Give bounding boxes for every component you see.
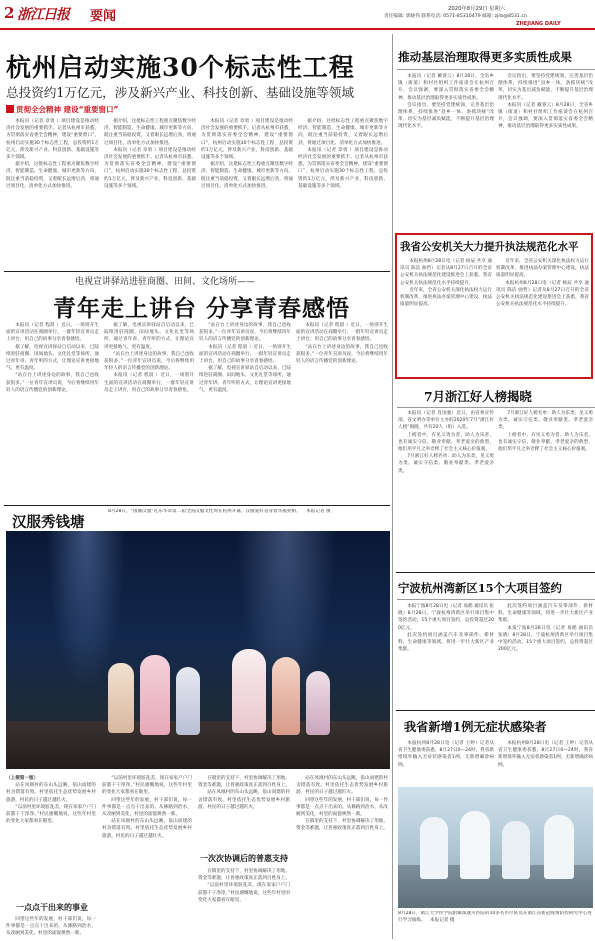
medical-photo-caption-text: 8月28日，浙江大学医学院附属邵逸夫医院的10多名医疗队员在浙江省新冠疫情防控研究中心进行学习演练。 xyxy=(398,911,592,923)
medic-figure xyxy=(420,817,448,879)
continued-col2 xyxy=(102,775,192,937)
governance-paragraph: 会议指出，要坚持党建统领，完善基层治理体系，持续推进“县乡一体、条抓块统”改革，切实为基层减负赋能，不断提升基层治理现代化水平。 xyxy=(498,74,593,101)
medic-figure xyxy=(544,815,574,879)
continued-col3 xyxy=(198,775,290,849)
good-people-headline: 7月浙江好人榜揭晓 xyxy=(424,389,532,404)
masthead-rule xyxy=(0,28,595,30)
good-people-paragraph: 7月浙江好人榜名单：助人为乐类、见义勇为类、诚实守信类、敬业奉献类、孝老爱亲类。 xyxy=(398,454,494,474)
covid-paragraph: 本报杭州8月28日电（记者 王婷）记者从省卫生健康委获悉，8月27日0—24时，我省新增境外输入无症状感染者1例，无新增确诊病例。 xyxy=(498,741,593,768)
lead-subheadline: 总投资约1万亿元，涉及新兴产业、科技创新、基础设施等领域 xyxy=(6,85,355,100)
continued-paragraph: “以前村里环境脏乱差，现在家家户户门前都干干净净。”村民感慨地说，这些年村里的变化大家都看在眼里。 xyxy=(102,776,192,796)
lecture-col2 xyxy=(104,322,194,494)
lecture-kicker: 电视宣讲驿站进驻商圈、田间、文化场所—— xyxy=(75,277,256,287)
performer-figure xyxy=(272,657,300,735)
lecture-paragraph: “站在台上讲述身边的故事，我自己也收获很多。”一位青年宣讲员说，今后将继续用年轻人的语言传播党的创新理论。 xyxy=(104,351,194,372)
lead-paragraph: 据介绍，这批标志性工程重点聚焦数字经济、智能制造、生命健康、城市更新等方向，既注重当前稳投资，又着眼长远增后劲，将通过项目化、清单化方式加快推进。 xyxy=(6,162,99,189)
performer-figure xyxy=(108,663,134,733)
continued-paragraph: 在镇里的支持下，村里协调解决了用地、资金等难题，让普惠政策真正落到百姓身上。 xyxy=(198,869,290,882)
police-col1 xyxy=(400,258,492,374)
continued-marker: （上接第一版） xyxy=(6,776,39,781)
ningbo-col2 xyxy=(498,603,593,707)
lecture-col4 xyxy=(296,322,388,494)
medical-photo-credit: 本报记者 摄 xyxy=(430,917,455,923)
hanfu-photo-credit: 本报记者 摄 xyxy=(306,509,331,514)
medical-team-photo xyxy=(398,787,593,908)
performer-figure xyxy=(232,649,266,733)
column-divider xyxy=(392,34,393,939)
police-paragraph: 本报杭州8月28日电（记者 杨辰 共享 通讯员 陈洁 曲哲）记者从8月27日召开的全省公安机关执法规范化建设推进会上获悉，我省公安机关执法规范化水平持续提升。 xyxy=(496,280,589,308)
police-col2 xyxy=(496,258,589,374)
lead-paragraph: 据介绍，这批标志性工程重点聚焦数字经济、智能制造、生命健康、城市更新等方向，既注重当前稳投资，又着眼长远增后劲，将通过项目化、清单化方式加快推进。 xyxy=(201,162,293,189)
continued-paragraph: 在镇里的支持下，村里协调解决了用地、资金等难题，让普惠政策真正落到百姓身上。 xyxy=(198,776,290,789)
headline-rule xyxy=(397,69,595,70)
continued-col3-tail xyxy=(198,868,290,938)
subheading-b: 一次次协调后的普惠支持 xyxy=(200,854,288,863)
performer-figure xyxy=(306,671,330,735)
page-number: 2 xyxy=(4,4,15,22)
continued-paragraph: “以前村里环境脏乱差，现在家家户户门前都干干净净。”村民感慨地说，这些年村里的变化大家都看在眼里。 xyxy=(198,883,290,903)
lecture-paragraph: 本报讯（记者 程晨 ）近日，一场别开生面的宣讲活动在商圈举行，一群年轻宣讲员走上讲台，用自己的故事分享青春感悟。 xyxy=(296,323,388,343)
headline-rule xyxy=(397,599,595,600)
medic-figure xyxy=(460,811,490,879)
continued-paragraph: “以前村里环境脏乱差，现在家家户户门前都干干净净。”村民感慨地说，这些年村里的变化大家都看在眼里。 xyxy=(6,804,96,825)
lecture-paragraph: 据了解，电视宣讲驿站自启动以来，已陆续进驻商圈、田间地头、文化礼堂等场所，通过青年讲、青年听的方式，让理论宣讲更接地气、更有温度。 xyxy=(104,323,194,350)
lecture-paragraph: 本报讯（记者 程晨 ）近日，一场别开生面的宣讲活动在商圈举行，一群年轻宣讲员走上讲台，用自己的故事分享青春感悟。 xyxy=(104,373,194,393)
continued-col4 xyxy=(296,775,388,937)
lecture-headline: 青年走上讲台 分享青春感悟 xyxy=(53,295,351,322)
performer-figure xyxy=(176,667,200,735)
lead-paragraph: 据介绍，这批标志性工程重点聚焦数字经济、智能制造、生命健康、城市更新等方向，既注重当前稳投资，又着眼长远增后劲，将通过项目化、清单化方式加快推进。 xyxy=(104,119,196,146)
lecture-paragraph: “站在台上讲述身边的故事，我自己也收获很多。”一位青年宣讲员说，今后将继续用年轻人的语言传播党的创新理论。 xyxy=(296,344,388,365)
good-people-paragraph: 上榜者中，有见义勇为者、助人为乐者，也有诚实守信、敬业奉献、孝老爱亲的典型，他们用平凡之举诠释了社会主义核心价值观。 xyxy=(398,432,494,453)
continued-paragraph: 站在凤凰村的东山头远眺，依山而建的村舍错落有致。村里依托生态优势发展乡村旅游，村民的日子越过越红火。 xyxy=(102,819,192,839)
continued-paragraph: 回望这些年的发展，村干部们说，每一件事都是一点点干出来的。从修路到治水，从改厕到美化，村里的面貌焕然一新。 xyxy=(6,917,96,937)
lecture-col3 xyxy=(199,322,291,494)
editor-info: 责任编辑: 郭晓伟 联系电话: 0571-85310479 邮箱: zjrb@8531.cn xyxy=(384,14,527,19)
masthead xyxy=(0,0,595,28)
good-people-paragraph: 7月浙江好人榜名单：助人为乐类、见义勇为类、诚实守信类、敬业奉献类、孝老爱亲类。 xyxy=(498,411,593,431)
continued-paragraph: 回望这些年的发展，村干部们说，每一件事都是一点点干出来的。从修路到治水，从改厕到美化，村里的面貌焕然一新。 xyxy=(102,797,192,818)
medical-photo-caption xyxy=(398,911,593,938)
headline-rule xyxy=(397,407,595,408)
lecture-col1 xyxy=(6,322,99,494)
section-divider xyxy=(4,505,390,506)
paper-english-name: ZHEJIANG DAILY xyxy=(516,21,561,27)
lead-article-col4 xyxy=(298,118,388,266)
lead-headline: 杭州启动实施30个标志性工程 xyxy=(6,53,355,82)
covid-col2 xyxy=(498,740,593,784)
section-name: 要闻 xyxy=(90,9,117,24)
lecture-paragraph: 据了解，电视宣讲驿站自启动以来，已陆续进驻商圈、田间地头、文化礼堂等场所，通过青年讲、青年听的方式，让理论宣讲更接地气、更有温度。 xyxy=(6,344,99,372)
hanfu-caption-text: 8月28日，“国潮汉服”礼乐华章第二届全国汉服文化周在杭州开幕，汉服爱好者身着华服亮相。 xyxy=(108,509,301,514)
ningbo-paragraph: 此次签约项目涵盖汽车及零部件、新材料、生命健康等领域，将进一步壮大新区产业集群。 xyxy=(398,632,494,653)
governance-col1 xyxy=(398,73,494,243)
police-paragraph: 近年来，全省公安机关深化执法权力运行机制改革，推进执法办案管理中心建设，执法质量明显提高。 xyxy=(496,259,589,279)
campaign-tag xyxy=(6,104,118,114)
police-paragraph: 本报杭州8月28日电（记者 杨辰 共享 通讯员 陈洁 曲哲）记者从8月27日召开的全省公安机关执法规范化建设推进会上获悉，我省公安机关执法规范化水平持续提升。 xyxy=(400,259,492,286)
campaign-tag-mark xyxy=(6,105,14,113)
hanfu-stage-photo xyxy=(6,531,390,769)
ningbo-paragraph: 此次签约项目涵盖汽车及零部件、新材料、生命健康等领域，将进一步壮大新区产业集群。 xyxy=(498,604,593,624)
covid-paragraph: 本报杭州8月28日电（记者 王婷）记者从省卫生健康委获悉，8月27日0—24时，我省新增境外输入无症状感染者1例，无新增确诊病例。 xyxy=(398,741,494,768)
lead-paragraph: 据介绍，这批标志性工程重点聚焦数字经济、智能制造、生命健康、城市更新等方向，既注重当前稳投资，又着眼长远增后劲，将通过项目化、清单化方式加快推进。 xyxy=(298,119,388,146)
good-people-col2 xyxy=(498,410,593,568)
good-people-col1 xyxy=(398,410,494,568)
paper-name: 浙江日报 xyxy=(17,7,69,23)
covid-headline: 我省新增1例无症状感染者 xyxy=(404,720,547,734)
lead-paragraph: 本报讯（记者 章勇 ）项目建设是推动经济社会发展的重要抓手。记者从杭州市获悉，为贯彻落实省委全会精神，建设“重要窗口”，杭州启动实施30个标志性工程，总投资约1万亿元，涉及新兴产业、科技创新、基础设施等多个领域。 xyxy=(201,119,293,161)
section-divider xyxy=(396,710,595,711)
ningbo-headline: 宁波杭州湾新区15个大项目签约 xyxy=(398,581,562,595)
lead-paragraph: 本报讯（记者 章勇 ）项目建设是推动经济社会发展的重要抓手。记者从杭州市获悉，为贯彻落实省委全会精神，建设“重要窗口”，杭州启动实施30个标志性工程，总投资约1万亿元，涉及新兴产业、科技创新、基础设施等多个领域。 xyxy=(104,147,196,189)
lecture-paragraph: 本报讯（记者 程晨 ）近日，一场别开生面的宣讲活动在商圈举行，一群年轻宣讲员走上讲台，用自己的故事分享青春感悟。 xyxy=(6,323,99,343)
lead-paragraph: 本报讯（记者 章勇 ）项目建设是推动经济社会发展的重要抓手。记者从杭州市获悉，为贯彻落实省委全会精神，建设“重要窗口”，杭州启动实施30个标志性工程，总投资约1万亿元，涉及新兴产业、科技创新、基础设施等多个领域。 xyxy=(6,119,99,161)
hanfu-caption xyxy=(108,509,388,529)
continued-paragraph: 站在凤凰村的东山头远眺，依山而建的村舍错落有致。村里依托生态优势发展乡村旅游，村民的日子越过越红火。 xyxy=(198,790,290,810)
continued-col1-tail xyxy=(6,916,96,938)
campaign-tag-text: 贯彻全会精神 建设“重要窗口” xyxy=(16,104,119,114)
lecture-paragraph: “站在台上讲述身边的故事，我自己也收获很多。”一位青年宣讲员说，今后将继续用年轻人的语言传播党的创新理论。 xyxy=(199,323,291,343)
issue-date: 2020年8月29日 星期六 xyxy=(448,6,506,12)
medic-figure xyxy=(502,821,530,879)
good-people-paragraph: 上榜者中，有见义勇为者、助人为乐者，也有诚实守信、敬业奉献、孝老爱亲的典型，他们用平凡之举诠释了社会主义核心价值观。 xyxy=(498,432,593,453)
performer-figure xyxy=(140,655,170,735)
section-divider xyxy=(396,572,595,573)
good-people-paragraph: 本报讯（记者 肖国强）近日，由省委宣传部、省文明办等单位主办的2020年7月“浙江好人榜”揭晓，共有20人（组）入选。 xyxy=(398,411,494,431)
lead-article-col3 xyxy=(201,118,293,266)
lecture-paragraph: 据了解，电视宣讲驿站自启动以来，已陆续进驻商圈、田间地头、文化礼堂等场所，通过青年讲、青年听的方式，让理论宣讲更接地气、更有温度。 xyxy=(199,366,291,393)
section-divider xyxy=(4,271,390,272)
subheading-a: 一点点干出来的事业 xyxy=(16,903,88,912)
police-headline: 我省公安机关大力提升执法规范化水平 xyxy=(400,241,579,253)
governance-paragraph: 本报讯（记者 戴睿云）8月28日，全省乡镇（街道）和村社组织工作座谈会在杭州召开，会议强调，要深入贯彻落实省委全会精神，推动基层治理取得更多实质性成果。 xyxy=(498,102,593,130)
governance-col2 xyxy=(498,73,593,243)
lead-article-col2 xyxy=(104,118,196,266)
governance-headline: 推动基层治理取得更多实质性成果 xyxy=(398,50,572,64)
continued-paragraph: 站在凤凰村的东山头远眺，依山而建的村舍错落有致。村里依托生态优势发展乡村旅游，村民的日子越过越红火。 xyxy=(296,776,388,796)
covid-col1 xyxy=(398,740,494,784)
lead-article-col1 xyxy=(6,118,99,266)
continued-paragraph: 在镇里的支持下，村里协调解决了用地、资金等难题，让普惠政策真正落到百姓身上。 xyxy=(296,819,388,832)
lecture-paragraph: “站在台上讲述身边的故事，我自己也收获很多。”一位青年宣讲员说，今后将继续用年轻人的语言传播党的创新理论。 xyxy=(6,373,99,393)
police-paragraph: 近年来，全省公安机关深化执法权力运行机制改革，推进执法办案管理中心建设，执法质量明显提高。 xyxy=(400,287,492,308)
continued-col1 xyxy=(6,775,96,895)
lecture-paragraph: 本报讯（记者 程晨 ）近日，一场别开生面的宣讲活动在商圈举行，一群年轻宣讲员走上讲台，用自己的故事分享青春感悟。 xyxy=(199,344,291,365)
continued-paragraph: 站在凤凰村的东山头远眺，依山而建的村舍错落有致。村里依托生态优势发展乡村旅游，村民的日子越过越红火。 xyxy=(6,783,96,803)
hanfu-headline: 汉服秀钱塘 xyxy=(12,514,85,531)
governance-paragraph: 本报讯（记者 戴睿云）8月28日，全省乡镇（街道）和村社组织工作座谈会在杭州召开，会议强调，要深入贯彻落实省委全会精神，推动基层治理取得更多实质性成果。 xyxy=(398,74,494,101)
continued-paragraph: 回望这些年的发展，村干部们说，每一件事都是一点点干出来的。从修路到治水，从改厕到美化，村里的面貌焕然一新。 xyxy=(296,797,388,818)
ningbo-paragraph: 本报宁波8月28日电（记者 易鹤 通讯员 张晓）8月28日，宁波杭州湾新区举行项目集中签约活动，15个重大项目签约，总投资超过200亿元。 xyxy=(398,604,494,631)
governance-paragraph: 会议指出，要坚持党建统领，完善基层治理体系，持续推进“县乡一体、条抓块统”改革，切实为基层减负赋能，不断提升基层治理现代化水平。 xyxy=(398,102,494,130)
ningbo-paragraph: 本报宁波8月28日电（记者 易鹤 通讯员 张晓）8月28日，宁波杭州湾新区举行项目集中签约活动，15个重大项目签约，总投资超过200亿元。 xyxy=(498,625,593,653)
lead-paragraph: 本报讯（记者 章勇 ）项目建设是推动经济社会发展的重要抓手。记者从杭州市获悉，为贯彻落实省委全会精神，建设“重要窗口”，杭州启动实施30个标志性工程，总投资约1万亿元，涉及新兴产业、科技创新、基础设施等多个领域。 xyxy=(298,147,388,189)
ningbo-col1 xyxy=(398,603,494,707)
